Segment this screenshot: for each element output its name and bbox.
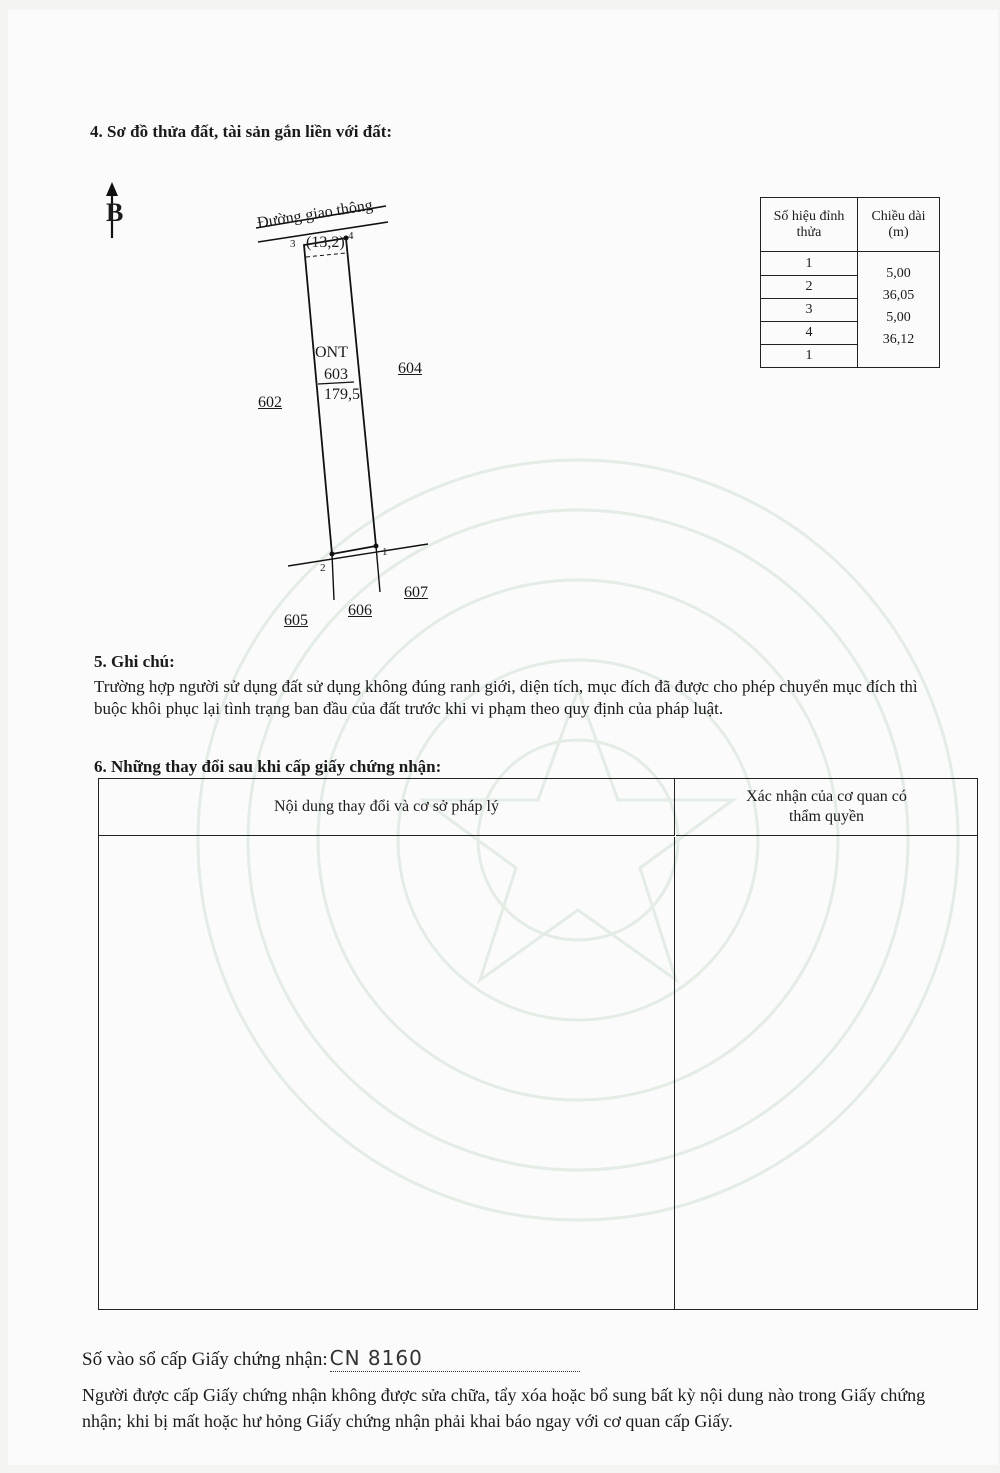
registry-number: CN 8160: [329, 1346, 423, 1370]
table-row-vertex: 4: [761, 322, 857, 345]
vertex-4: 4: [348, 230, 354, 242]
road-width: (13,2): [306, 234, 345, 251]
table-header-vertex: Số hiệu đỉnh thửa: [761, 198, 858, 252]
vertex-2: 2: [320, 562, 326, 574]
length-column: [858, 252, 940, 368]
table-row-length: 5,00: [886, 266, 911, 281]
table-row-length: 36,12: [882, 332, 915, 347]
section-5-title: 5. Ghi chú:: [94, 652, 175, 671]
changes-header-content: [99, 779, 675, 836]
registry-label: Số vào sổ cấp Giấy chứng nhận:: [82, 1349, 328, 1370]
road-label: Đường giao thông: [256, 196, 374, 232]
section-6-title: 6. Những thay đổi sau khi cấp giấy chứng nhận:: [94, 757, 442, 776]
changes-col1-label: Nội dung thay đổi và cơ sở pháp lý: [274, 798, 499, 815]
north-letter: B: [106, 198, 124, 227]
neighbor-606: 606: [348, 602, 372, 619]
table-row-length: 36,05: [882, 288, 915, 303]
neighbor-602: 602: [258, 394, 282, 411]
parcel-number: 603: [324, 366, 348, 383]
changes-authority-cell: [676, 837, 977, 1309]
vertex-1: 1: [382, 546, 388, 558]
table-row-vertex: 1: [805, 347, 813, 363]
neighbor-607: 607: [404, 584, 428, 601]
neighbor-605: 605: [284, 612, 308, 629]
vertex-3: 3: [290, 238, 296, 250]
section-4-title: 4. Sơ đồ thửa đất, tài sản gắn liền với đất:: [90, 122, 393, 141]
land-type: ONT: [315, 344, 348, 361]
certificate-page: [8, 10, 998, 1465]
neighbor-604: 604: [398, 360, 422, 377]
table-row-vertex: 3: [761, 299, 857, 322]
dimension-table: [760, 197, 940, 368]
vertex-column: [761, 252, 858, 368]
changes-col2-label: Xác nhận của cơ quan có thẩm quyền: [746, 788, 907, 825]
parcel-area: 179,5: [324, 386, 360, 403]
footer-note: Người được cấp Giấy chứng nhận không được sửa chữa, tẩy xóa hoặc bổ sung bất kỳ nội dung nào trong Giấy chứng nhận; khi bị mất hoặc hư hỏng Giấy chứng nhận phải khai báo ngay với cơ quan cấp Giấy.: [82, 1385, 926, 1431]
changes-table: [98, 778, 978, 1310]
table-header-length: Chiều dài (m): [858, 198, 940, 252]
changes-content-cell: [99, 837, 675, 1309]
table-row-vertex: 2: [761, 276, 857, 299]
changes-header-authority: [676, 779, 977, 836]
registry-field: [330, 1346, 580, 1372]
table-row-length: 5,00: [886, 310, 911, 325]
registry-line: [82, 1346, 580, 1372]
table-row-vertex: 1: [761, 253, 857, 276]
section-5-body: Trường hợp người sử dụng đất sử dụng không đúng ranh giới, diện tích, mục đích đã được cho phép chuyển mục đích thì buộc khôi phục lại tình trạng ban đầu của đất trước khi vi phạm theo quy định của pháp luật.: [94, 677, 918, 718]
